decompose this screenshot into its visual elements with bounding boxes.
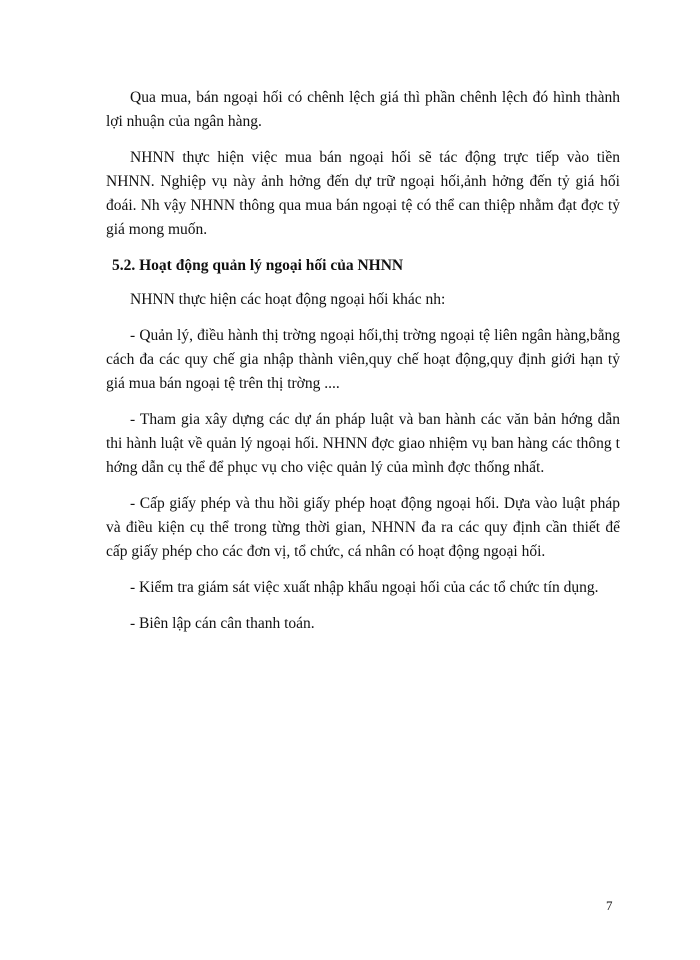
list-item-legal-documents: - Tham gia xây dựng các dự án pháp luật và ban hành các văn bản hớng dẫn thi hành luật về quản lý ngoại hối. NHNN đợc giao nhiệm vụ ban hàng các thông t hớng dẫn cụ thể để phục vụ cho việc quản lý của mình đợc thống nhất. [106, 411, 620, 476]
page-number: 7 [606, 898, 613, 913]
paragraph-intervention: NHNN thực hiện việc mua bán ngoại hối sẽ tác động trực tiếp vào tiền NHNN. Nghiệp vụ này ảnh hởng đến dự trữ ngoại hối,ảnh hởng đến tỷ giá hối đoái. Nh vậy NHNN thông qua mua bán ngoại tệ có thể can thiệp nhằm đạt đợc tỷ giá mong muốn. [106, 149, 620, 238]
list-item-licensing: - Cấp giấy phép và thu hồi giấy phép hoạt động ngoại hối. Dựa vào luật pháp và điều kiện cụ thể trong từng thời gian, NHNN đa ra các quy định cần thiết để cấp giấy phép cho các đơn vị, tổ chức, cá nhân có hoạt động ngoại hối. [106, 495, 620, 560]
section-heading: 5.2. Hoạt động quản lý ngoại hối của NHNN [112, 257, 404, 274]
list-item-supervision: - Kiểm tra giám sát việc xuất nhập khẩu ngoại hối của các tổ chức tín dụng. [130, 579, 599, 596]
paragraph-intro: NHNN thực hiện các hoạt động ngoại hối khác nh: [130, 291, 446, 308]
list-item-market-management: - Quản lý, điều hành thị trờng ngoại hối,thị trờng ngoại tệ liên ngân hàng,bằng cách đa các quy chế gia nhập thành viên,quy chế hoạt động,quy định giới hạn tỷ giá mua bán ngoại tệ trên thị trờng .... [106, 327, 620, 392]
list-item-balance-of-payments: - Biên lập cán cân thanh toán. [130, 615, 315, 632]
page-content [106, 86, 620, 648]
paragraph-profit: Qua mua, bán ngoại hối có chênh lệch giá thì phần chênh lệch đó hình thành lợi nhuận của ngân hàng. [106, 89, 620, 130]
